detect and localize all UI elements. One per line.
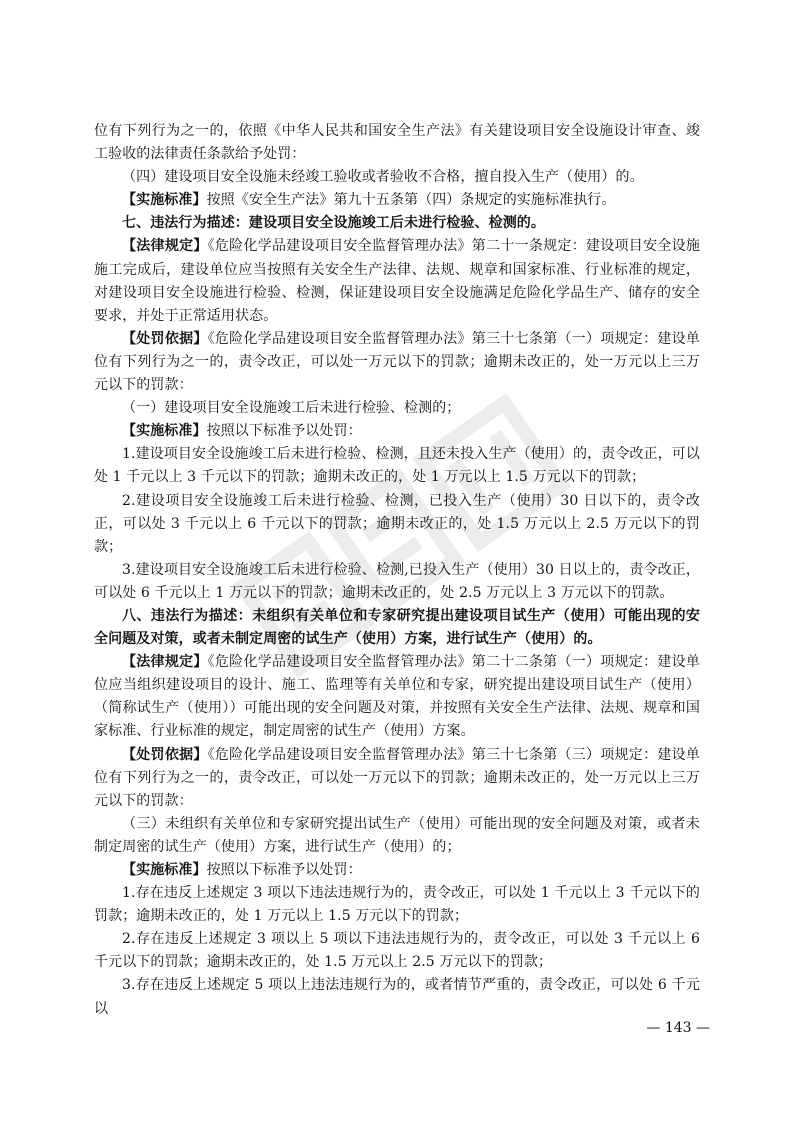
- labeled-paragraph: [94, 859, 700, 882]
- paragraph-text: 《危险化学品建设项目安全监督管理办法》第二十二条第（一）项规定：建设单位应当组织建设项目的设计、施工、监理等有关单位和专家，研究提出建设项目试生产（使用）（简称试生产（使用））可能出现的安全问题及对策，并按照有关安全生产法律、法规、规章和国家标准、行业标准的规定，制定周密的试生产（使用）方案。: [94, 654, 700, 740]
- paragraph-label: 【法律规定】: [122, 238, 208, 255]
- body-paragraph: 2.建设项目安全设施竣工后未进行检验、检测，已投入生产（使用）30 日以下的，责令改正，可以处 3 千元以上 6 千元以下的罚款；逾期未改正的，处 1.5 万元以上 2.5 万元以下的罚款；: [94, 492, 700, 555]
- paragraph-label: 【实施标准】: [122, 423, 207, 440]
- paragraph-label: 【实施标准】: [122, 192, 207, 209]
- body-paragraph: （三）未组织有关单位和专家研究提出试生产（使用）可能出现的安全问题及对策，或者未制定周密的试生产（使用）方案，进行试生产（使用）的；: [94, 815, 700, 855]
- paragraph-text: 《危险化学品建设项目安全监督管理办法》第三十七条第（一）项规定：建设单位有下列行为之一的，责令改正，可以处一万元以下的罚款；逾期未改正的，处一万元以上三万元以下的罚款：: [94, 330, 700, 394]
- paragraph-text: 按照以下标准予以处罚：: [206, 862, 362, 878]
- section-heading: 七、违法行为描述：建设项目安全设施竣工后未进行检验、检测的。: [122, 215, 545, 232]
- paragraph-text: 按照以下标准予以处罚：: [206, 423, 362, 440]
- paragraph-text: 《危险化学品建设项目安全监督管理办法》第三十七条第（三）项规定：建设单位有下列行为之一的，责令改正，可以处一万元以下的罚款；逾期未改正的，处一万元以上三万元以下的罚款：: [94, 746, 700, 809]
- paragraph-text: 按照《安全生产法》第九十五条第（四）条规定的实施标准执行。: [206, 192, 616, 209]
- paragraph-text: 《危险化学品建设项目安全监督管理办法》第二十一条规定：建设项目安全设施施工完成后，建设单位应当按照有关安全生产法律、法规、规章和国家标准、行业标准的规定，对建设项目安全设施进行检验、检测，保证建设项目安全设施满足危险化学品生产、储存的安全要求，并处于正常适用状态。: [94, 238, 700, 324]
- labeled-paragraph: [94, 235, 700, 327]
- section-heading: 八、违法行为描述：未组织有关单位和专家研究提出建设项目试生产（使用）可能出现的安全问题及对策，或者未制定周密的试生产（使用）方案，进行试生产（使用）的。: [94, 607, 700, 648]
- labeled-paragraph: [94, 328, 700, 397]
- labeled-paragraph: [94, 651, 700, 743]
- labeled-paragraph: [94, 420, 700, 443]
- body-paragraph: 1.存在违反上述规定 3 项以下违法违规行为的，责令改正，可以处 1 千元以上 3 千元以下的罚款；逾期未改正的，处 1 万元以上 1.5 万元以下的罚款；: [94, 885, 700, 925]
- labeled-paragraph: [94, 744, 700, 813]
- body-paragraph: 位有下列行为之一的，依照《中华人民共和国安全生产法》有关建设项目安全设施设计审查、竣工验收的法律责任条款给予处罚：: [94, 123, 700, 163]
- paragraph-label: 【法律规定】: [122, 654, 208, 671]
- body-paragraph: 3.建设项目安全设施竣工后未进行检验、检测,已投入生产（使用）30 日以上的，责令改正，可以处 6 千元以上 1 万元以下的罚款；逾期未改正的，处 2.5 万元以上 3 万元以下的罚款。: [94, 561, 700, 601]
- paragraph-label: 【实施标准】: [122, 862, 207, 878]
- paragraph-label: 【处罚依据】: [122, 330, 208, 347]
- body-paragraph: 3.存在违反上述规定 5 项以上违法违规行为的，或者情节严重的，责令改正，可以处 6 千元以: [94, 977, 700, 1017]
- body-paragraph: 2.存在违反上述规定 3 项以上 5 项以下违法违规行为的，责令改正，可以处 3 千元以上 6 千元以下的罚款；逾期未改正的，处 1.5 万元以上 2.5 万元以下的罚款；: [94, 931, 700, 971]
- body-paragraph: 1.建设项目安全设施竣工后未进行检验、检测，且还未投入生产（使用）的，责令改正，可以处 1 千元以上 3 千元以下的罚款；逾期未改正的，处 1 万元以上 1.5 万元以下的罚款；: [94, 446, 700, 486]
- page-number: — 143 —: [646, 1020, 710, 1036]
- labeled-paragraph: [94, 189, 700, 212]
- body-paragraph: （四）建设项目安全设施未经竣工验收或者验收不合格，擅自投入生产（使用）的。: [122, 169, 644, 186]
- document-body: [94, 120, 700, 1021]
- body-paragraph: （一）建设项目安全设施竣工后未进行检验、检测的；: [122, 400, 461, 417]
- paragraph-label: 【处罚依据】: [122, 746, 208, 763]
